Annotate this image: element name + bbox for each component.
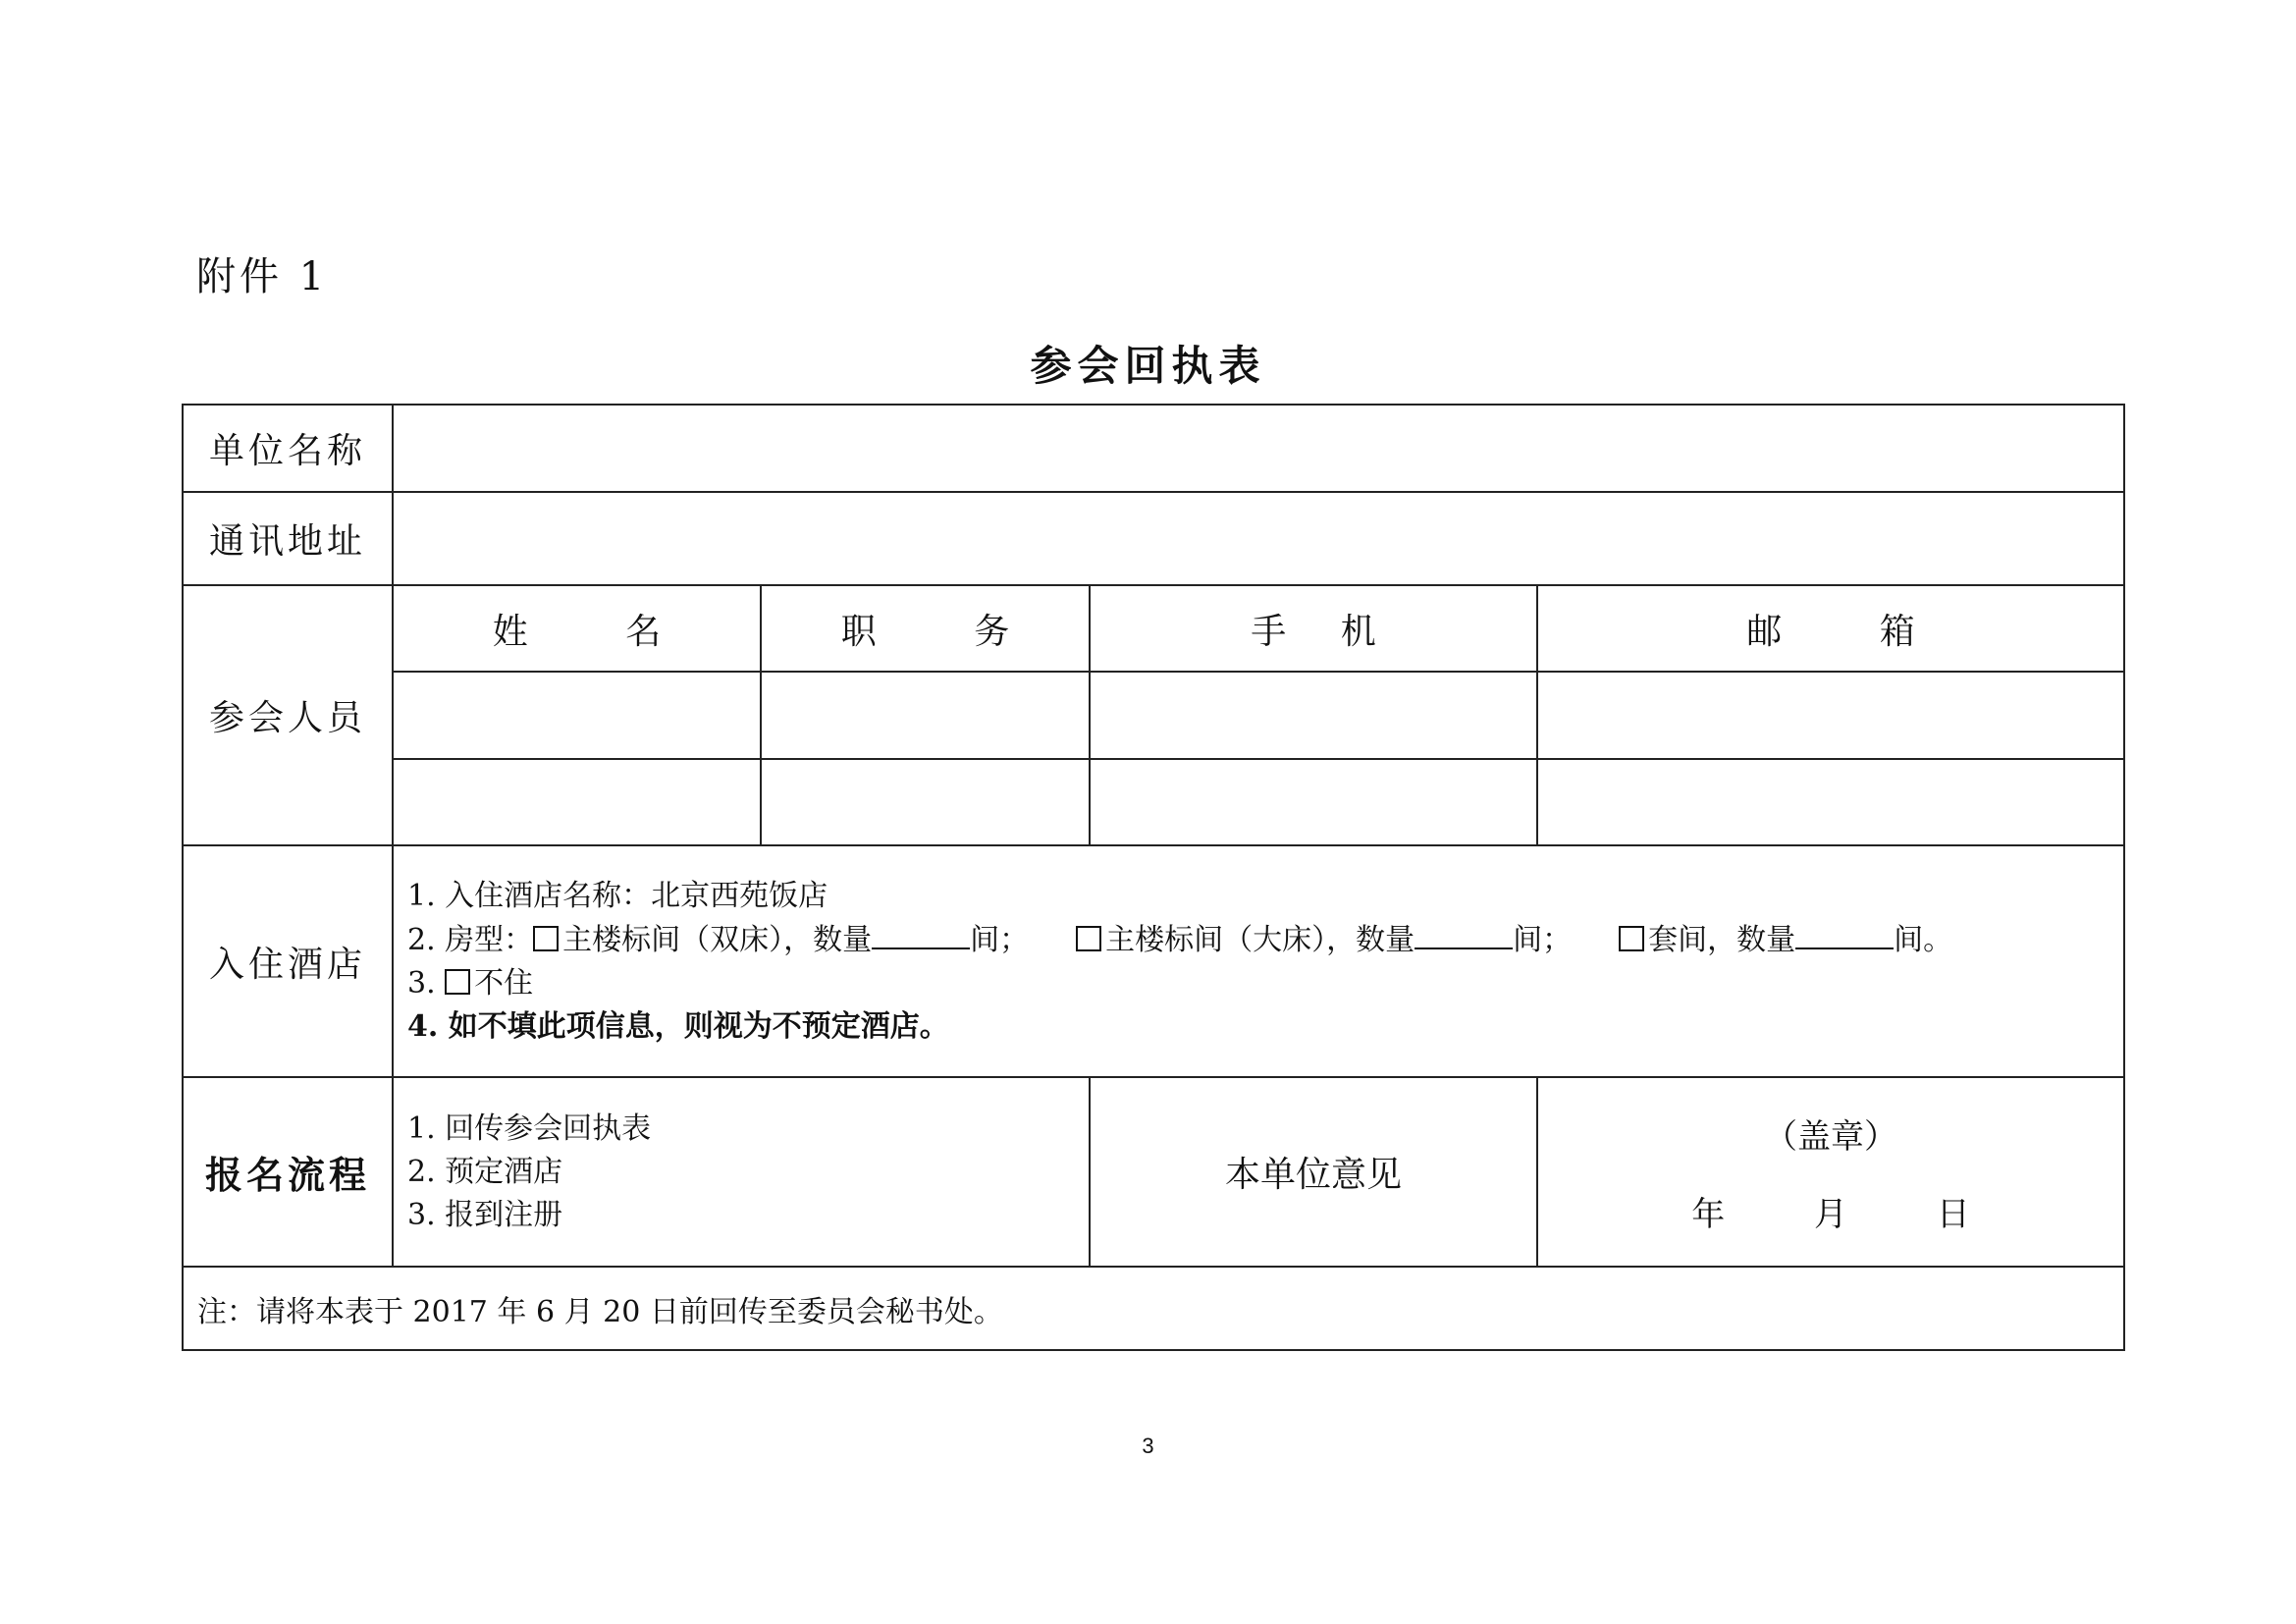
hotel-notice: 4. 如不填此项信息，则视为不预定酒店。: [407, 1008, 949, 1044]
suite-quantity-field[interactable]: [1795, 918, 1894, 949]
king-room-label: 主楼标间（大床），数量: [1105, 922, 1415, 957]
note-row: [183, 1267, 2124, 1350]
note-text: 注：请将本表于 2017 年 6 月 20 日前回传至委员会秘书处。: [183, 1267, 2124, 1350]
twin-room-label: 主楼标间（双床），数量: [562, 922, 873, 957]
suite-unit: 间。: [1894, 922, 1953, 957]
checkbox-twin-room[interactable]: [533, 926, 559, 951]
registration-step: 2. 预定酒店: [407, 1154, 563, 1189]
hotel-row: [183, 845, 2124, 1077]
attendee-row: [183, 759, 2124, 845]
checkbox-suite[interactable]: [1619, 926, 1644, 951]
attendee-mobile-input[interactable]: [1090, 672, 1537, 759]
room-type-prefix: 2. 房型：: [407, 922, 534, 957]
king-room-unit: 间；: [1513, 922, 1573, 957]
unit-name-label: 单位名称: [183, 405, 393, 492]
suite-label: 套间，数量: [1648, 922, 1796, 957]
registration-label: 报名流程: [183, 1077, 393, 1267]
unit-name-input[interactable]: [393, 405, 2124, 492]
address-row: [183, 492, 2124, 585]
checkbox-no-stay[interactable]: [445, 969, 470, 995]
no-stay-prefix: 3.: [407, 965, 446, 1001]
attachment-label: 附件 1: [196, 254, 329, 299]
registration-form-table: [182, 404, 2125, 1351]
column-email: 邮 箱: [1537, 585, 2124, 672]
registration-steps: [393, 1077, 1090, 1267]
hotel-info: [393, 845, 2124, 1077]
column-mobile: 手 机: [1090, 585, 1537, 672]
attendee-email-input[interactable]: [1537, 759, 2124, 845]
page-number: 3: [1142, 1434, 1154, 1458]
address-input[interactable]: [393, 492, 2124, 585]
attendee-mobile-input[interactable]: [1090, 759, 1537, 845]
attendee-position-input[interactable]: [761, 672, 1090, 759]
hotel-name-line: 1. 入住酒店名称：北京西苑饭店: [407, 878, 828, 913]
attendee-position-input[interactable]: [761, 759, 1090, 845]
stamp-label: （盖章）: [1764, 1116, 1897, 1157]
room-type-line: [407, 918, 2123, 962]
form-title: 参会回执表: [1030, 342, 1266, 390]
king-room-quantity-field[interactable]: [1415, 918, 1513, 949]
attendee-header-row: [183, 585, 2124, 672]
no-stay-label: 不住: [474, 965, 534, 1001]
attendee-row: [183, 672, 2124, 759]
registration-row: [183, 1077, 2124, 1267]
registration-step: 1. 回传参会回执表: [407, 1110, 652, 1146]
attendee-name-input[interactable]: [393, 672, 761, 759]
column-position: 职 务: [761, 585, 1090, 672]
hotel-label: 入住酒店: [183, 845, 393, 1077]
no-stay-line: [407, 962, 2123, 1005]
checkbox-king-room[interactable]: [1076, 926, 1101, 951]
stamp-cell[interactable]: [1537, 1077, 2124, 1267]
address-label: 通讯地址: [183, 492, 393, 585]
unit-name-row: [183, 405, 2124, 492]
twin-room-unit: 间；: [970, 922, 1030, 957]
attendee-email-input[interactable]: [1537, 672, 2124, 759]
date-label: 年 月 日: [1691, 1194, 2009, 1234]
attendees-label: 参会人员: [183, 585, 393, 845]
unit-opinion-label: 本单位意见: [1090, 1077, 1537, 1267]
twin-room-quantity-field[interactable]: [872, 918, 970, 949]
attendee-name-input[interactable]: [393, 759, 761, 845]
column-name: 姓 名: [393, 585, 761, 672]
registration-step: 3. 报到注册: [407, 1197, 563, 1232]
